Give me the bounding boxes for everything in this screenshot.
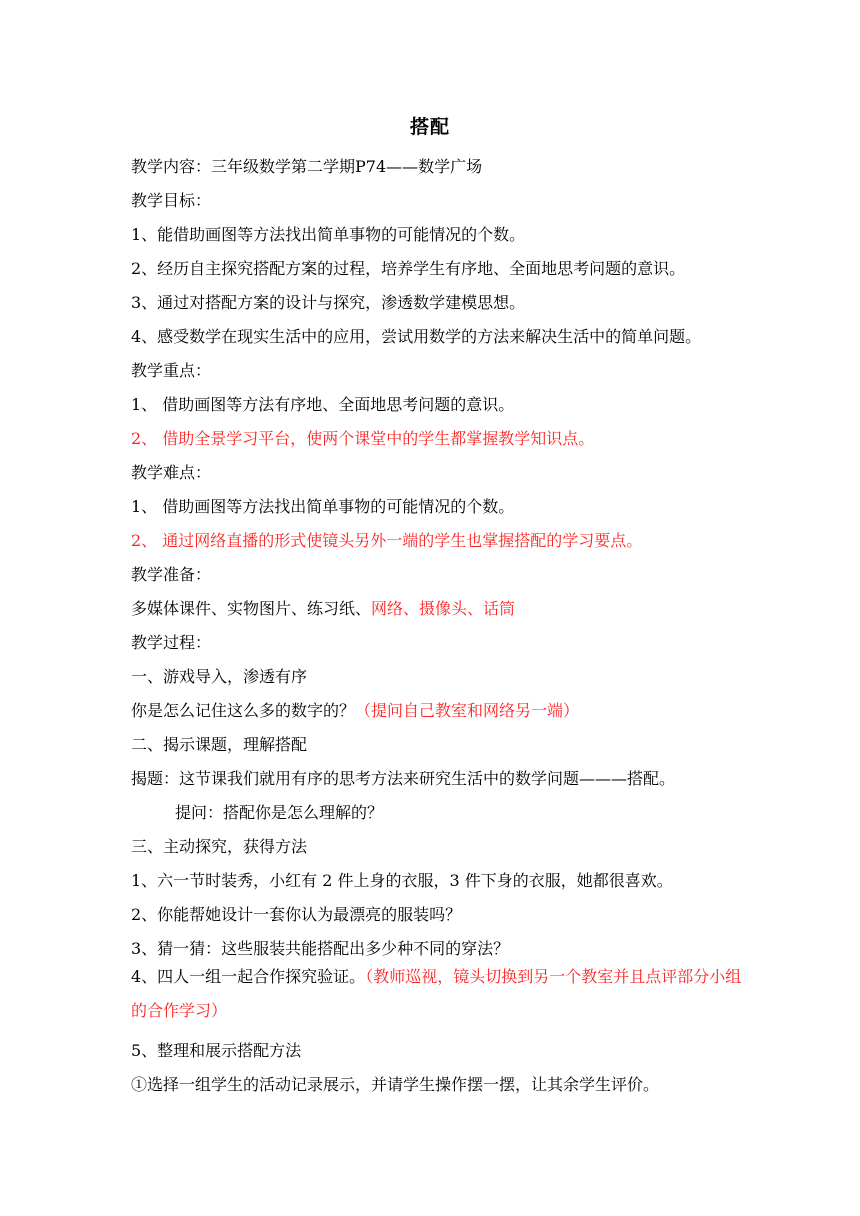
section-heading-process: 教学过程：	[131, 633, 212, 652]
process-question-text: 你是怎么记住这么多的数字的？	[131, 701, 356, 720]
section-heading-key-points: 教学重点：	[131, 361, 212, 380]
process-question	[131, 700, 579, 722]
section-heading-difficulties: 教学难点：	[131, 463, 212, 482]
process-item-text: 4、四人一组一起合作探究验证。	[131, 967, 366, 986]
objective-item: 4、感受数学在现实生活中的应用，尝试用数学的方法来解决生活中的简单问题。	[131, 327, 702, 346]
preparation-materials	[131, 598, 515, 620]
process-step-heading: 一、游戏导入，渗透有序	[131, 667, 308, 686]
process-step-heading: 三、主动探究，获得方法	[131, 837, 308, 856]
objective-item: 3、通过对搭配方案的设计与探究，渗透数学建模思想。	[131, 293, 526, 312]
teaching-content: 教学内容：三年级数学第二学期P74——数学广场	[131, 157, 483, 176]
process-item: 1、六一节时装秀，小红有 2 件上身的衣服，3 件下身的衣服，她都很喜欢。	[131, 871, 673, 890]
process-paragraph: 提问：搭配你是怎么理解的？	[175, 803, 384, 822]
section-heading-preparation: 教学准备：	[131, 565, 212, 584]
section-heading-objectives: 教学目标：	[131, 191, 212, 210]
preparation-materials-text: 多媒体课件、实物图片、练习纸、	[131, 599, 372, 618]
objective-item: 2、经历自主探究搭配方案的过程，培养学生有序地、全面地思考问题的意识。	[131, 259, 686, 278]
difficulty-item: 1、 借助画图等方法找出简单事物的可能情况的个数。	[131, 497, 515, 516]
process-question-note: （提问自己教室和网络另一端）	[355, 701, 580, 720]
document-title: 搭配	[409, 116, 450, 138]
key-point-item: 1、 借助画图等方法有序地、全面地思考问题的意识。	[131, 395, 515, 414]
process-item: 3、猜一猜：这些服装共能搭配出多少种不同的穿法？	[131, 939, 510, 958]
difficulty-item-highlighted: 2、 通过网络直播的形式使镜头另外一端的学生也掌握搭配的学习要点。	[131, 531, 643, 550]
process-item	[131, 960, 746, 1028]
process-step-heading: 二、揭示课题，理解搭配	[131, 735, 308, 754]
process-paragraph: 揭题：这节课我们就用有序的思考方法来研究生活中的数学问题———搭配。	[131, 769, 676, 788]
process-item-note: （教师巡视，镜头切换到另一个教室并且点评部分小组的合作学习）	[131, 967, 742, 1020]
process-item: 2、你能帮她设计一套你认为最漂亮的服装吗？	[131, 905, 462, 924]
preparation-materials-highlighted: 网络、摄像头、话筒	[371, 599, 516, 618]
key-point-item-highlighted: 2、 借助全景学习平台，使两个课堂中的学生都掌握教学知识点。	[131, 429, 595, 448]
objective-item: 1、能借助画图等方法找出简单事物的可能情况的个数。	[131, 225, 526, 244]
process-item: ①选择一组学生的活动记录展示，并请学生操作摆一摆，让其余学生评价。	[131, 1075, 660, 1094]
process-item: 5、整理和展示搭配方法	[131, 1041, 302, 1060]
